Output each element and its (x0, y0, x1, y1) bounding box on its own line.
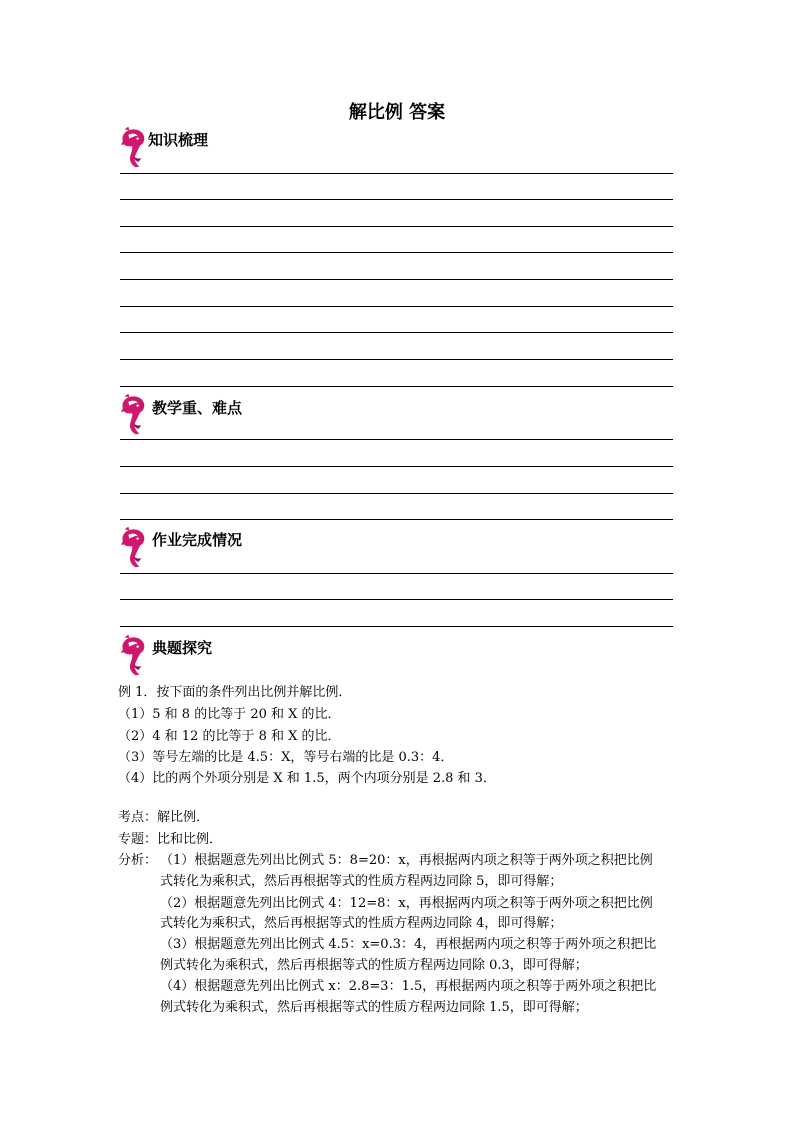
analysis-line: （4）根据题意先列出比例式 x：2.8=3：1.5，再根据两内项之积等于两外项之积把比 (160, 979, 657, 994)
analysis-line: 式转化为乘积式，然后再根据等式的性质方程两边同除 4，即可得解； (160, 916, 563, 931)
answer-line (120, 466, 673, 467)
answer-line (120, 599, 673, 600)
analysis-line: （1）根据题意先列出比例式 5：8=20：x，再根据两内项之积等于两外项之积把比例 (160, 853, 653, 868)
analysis-line: 例式转化为乘积式，然后再根据等式的性质方程两边同除 0.3，即可得解； (160, 958, 588, 973)
answer-line (120, 519, 673, 520)
answer-line (120, 493, 673, 494)
answer-line (120, 439, 673, 440)
dolphin-icon (120, 391, 146, 437)
section-heading-knowledge: 知识梳理 (148, 131, 209, 149)
answer-line (120, 626, 673, 627)
answer-line (120, 279, 673, 280)
page-title: 解比例 答案 (348, 102, 446, 123)
answer-line (120, 332, 673, 333)
answer-line (120, 199, 673, 200)
dolphin-icon (120, 524, 146, 570)
analysis-line: 式转化为乘积式，然后再根据等式的性质方程两边同除 5，即可得解； (160, 874, 563, 889)
kaodian-text: 考点：解比例． (118, 810, 210, 825)
example-question: 例 1．按下面的条件列出比例并解比例． (118, 685, 352, 700)
analysis-line: 例式转化为乘积式，然后再根据等式的性质方程两边同除 1.5，即可得解； (160, 1000, 588, 1015)
zhuanti-text: 专题：比和比例． (118, 832, 223, 847)
analysis-line: （2）根据题意先列出比例式 4：12=8：x，再根据两内项之积等于两外项之积把比例 (160, 896, 653, 911)
answer-line (120, 573, 673, 574)
example-item: （1）5 和 8 的比等于 20 和 X 的比． (118, 707, 341, 722)
example-item: （2）4 和 12 的比等于 8 和 X 的比． (118, 729, 341, 744)
answer-line (120, 359, 673, 360)
answer-line (120, 306, 673, 307)
answer-line (120, 252, 673, 253)
example-item: （4）比的两个外项分别是 X 和 1.5，两个内项分别是 2.8 和 3． (118, 771, 496, 786)
dolphin-icon (120, 124, 146, 170)
answer-line (120, 226, 673, 227)
section-heading-homework: 作业完成情况 (152, 531, 243, 549)
dolphin-icon (120, 632, 146, 678)
analysis-line: （3）根据题意先列出比例式 4.5：x=0.3：4，再根据两内项之积等于两外项之积把比 (160, 937, 657, 952)
fenxi-label: 分析： (118, 853, 158, 868)
section-heading-key-points: 教学重、难点 (152, 399, 243, 417)
section-heading-examples: 典题探究 (152, 639, 213, 657)
answer-line (120, 173, 673, 174)
example-item: （3）等号左端的比是 4.5：X，等号右端的比是 0.3：4． (118, 750, 454, 765)
answer-line (120, 386, 673, 387)
